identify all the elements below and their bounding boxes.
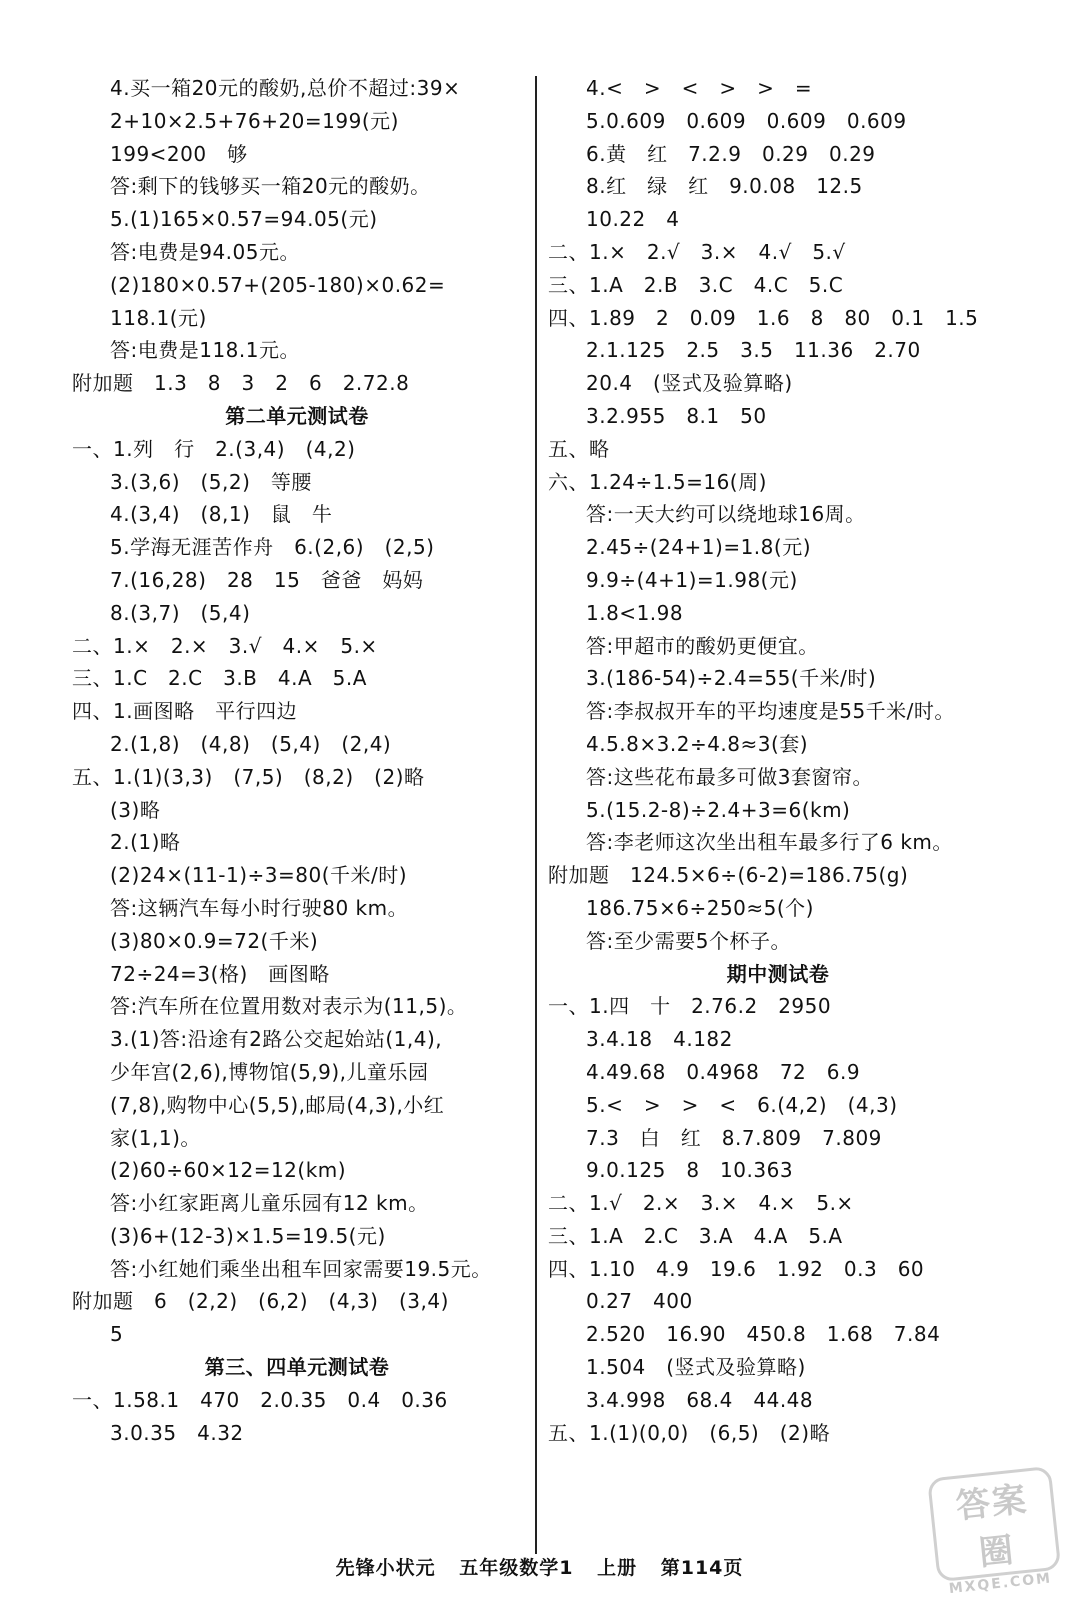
answer-line: 5.(1)165×0.57=94.05(元) [110,207,378,232]
answer-line: 6.黄 红 7.2.9 0.29 0.29 [586,141,876,166]
section-heading: 第二单元测试卷 [225,403,369,428]
answer-line: 3.(1)答:沿途有2路公交起始站(1,4), [110,1027,443,1052]
answer-line: 答:汽车所在位置用数对表示为(11,5)。 [110,994,468,1019]
answer-line: 二、1.× 2.√ 3.× 4.√ 5.√ [548,239,846,264]
answer-line: 5.< > > < 6.(4,2) (4,3) [586,1092,898,1117]
answer-line: 1.8<1.98 [586,600,684,625]
answer-line: 4.49.68 0.4968 72 6.9 [586,1059,861,1084]
answer-line: 附加题 1.3 8 3 2 6 2.72.8 [72,371,410,396]
answer-line: 少年宫(2,6),博物馆(5,9),儿童乐园 [110,1059,429,1084]
answer-line: 答:李老师这次坐出租车最多行了6 km。 [586,830,953,855]
answer-line: (3)6+(12-3)×1.5=19.5(元) [110,1223,386,1248]
answer-line: (3)略 [110,797,161,822]
answer-line: 5.学海无涯苦作舟 6.(2,6) (2,5) [110,535,435,560]
right-column [548,72,1008,1449]
answer-line: 答:甲超市的酸奶更便宜。 [586,633,819,658]
answer-line: 2+10×2.5+76+20=199(元) [110,108,399,133]
answer-line: 118.1(元) [110,305,207,330]
answer-line: 2.(1)略 [110,830,181,855]
answer-line: 3.0.35 4.32 [110,1420,244,1445]
answer-line: 三、1.A 2.C 3.A 4.A 5.A [548,1223,843,1248]
column-divider [535,76,537,1554]
footer-grade: 五年级数学1 [459,1557,574,1579]
answer-line: 3.4.18 4.182 [586,1027,733,1052]
answer-line: (2)60÷60×12=12(km) [110,1158,347,1183]
answer-line: 附加题 6 (2,2) (6,2) (4,3) (3,4) [72,1289,449,1314]
answer-line: 答:至少需要5个杯子。 [586,928,791,953]
answer-line: (3)80×0.9=72(千米) [110,928,319,953]
answer-line: 9.9÷(4+1)=1.98(元) [586,567,798,592]
answer-line: 答:小红她们乘坐出租车回家需要19.5元。 [110,1256,492,1281]
answer-line: 附加题 124.5×6÷(6-2)=186.75(g) [548,863,909,888]
answer-line: 2.1.125 2.5 3.5 11.36 2.70 [586,338,921,363]
answer-line: 9.0.125 8 10.363 [586,1158,794,1183]
answer-line: 0.27 400 [586,1289,693,1314]
answer-line: 8.红 绿 红 9.0.08 12.5 [586,174,863,199]
answer-line: 5.0.609 0.609 0.609 0.609 [586,108,907,133]
watermark-text: 答案圈 [927,1466,1061,1582]
left-column [72,72,522,1449]
answer-line: 4.买一箱20元的酸奶,总价不超过:39× [110,76,461,100]
answer-line: 3.(3,6) (5,2) 等腰 [110,469,312,494]
answer-line: (2)180×0.57+(205-180)×0.62= [110,272,446,297]
answer-line: (7,8),购物中心(5,5),邮局(4,3),小红 [110,1092,445,1117]
answer-line: 五、略 [548,436,610,461]
answer-line: 4.(3,4) (8,1) 鼠 牛 [110,502,333,527]
answer-line: 4.< > < > > = [586,76,813,100]
answer-line: 2.45÷(24+1)=1.8(元) [586,535,811,560]
answer-line: 5.(15.2-8)÷2.4+3=6(km) [586,797,851,822]
answer-line: 答:电费是94.05元。 [110,239,300,264]
answer-line: 72÷24=3(格) 画图略 [110,961,330,986]
answer-line: 答:小红家距离儿童乐园有12 km。 [110,1191,429,1216]
answer-line: 3.4.998 68.4 44.48 [586,1387,814,1412]
watermark-logo [927,1466,1063,1598]
answer-line: 2.520 16.90 450.8 1.68 7.84 [586,1322,941,1347]
answer-line: 二、1.× 2.× 3.√ 4.× 5.× [72,633,378,658]
answer-line: 4.5.8×3.2÷4.8≈3(套) [586,731,809,756]
answer-line: 答:这些花布最多可做3套窗帘。 [586,764,873,789]
section-heading: 第三、四单元测试卷 [204,1355,390,1380]
answer-line: 三、1.A 2.B 3.C 4.C 5.C [548,272,844,297]
answer-line: 7.(16,28) 28 15 爸爸 妈妈 [110,567,424,592]
answer-line: 20.4 (竖式及验算略) [586,371,793,396]
answer-line: 四、1.画图略 平行四边 [72,699,298,724]
footer-page-number: 第114页 [660,1557,744,1579]
footer-brand: 先锋小状元 [335,1557,436,1579]
watermark-url: MXQE.COM [948,1570,1053,1598]
answer-line: 一、1.列 行 2.(3,4) (4,2) [72,436,356,461]
answer-line: 1.504 (竖式及验算略) [586,1355,806,1380]
answer-line: 答:李叔叔开车的平均速度是55千米/时。 [586,699,955,724]
answer-line: 二、1.√ 2.× 3.× 4.× 5.× [548,1191,854,1216]
answer-line: 3.2.955 8.1 50 [586,403,767,428]
answer-line: 一、1.四 十 2.76.2 2950 [548,994,832,1019]
answer-line: 186.75×6÷250≈5(个) [586,895,814,920]
answer-line: 2.(1,8) (4,8) (5,4) (2,4) [110,731,392,756]
answer-line: 三、1.C 2.C 3.B 4.A 5.A [72,666,367,691]
answer-line: 四、1.10 4.9 19.6 1.92 0.3 60 [548,1256,925,1281]
answer-line: 答:剩下的钱够买一箱20元的酸奶。 [110,174,431,199]
answer-line: 答:电费是118.1元。 [110,338,300,363]
answer-line: 六、1.24÷1.5=16(周) [548,469,767,494]
answer-line: 家(1,1)。 [110,1125,201,1150]
answer-line: 答:一天大约可以绕地球16周。 [586,502,866,527]
answer-line: 8.(3,7) (5,4) [110,600,251,625]
answer-line: 五、1.(1)(3,3) (7,5) (8,2) (2)略 [72,764,425,789]
answer-line: 四、1.89 2 0.09 1.6 8 80 0.1 1.5 [548,305,979,330]
page-footer [0,1553,1079,1580]
answer-line: 5 [110,1322,124,1347]
answer-line: 答:这辆汽车每小时行驶80 km。 [110,895,409,920]
footer-volume: 上册 [597,1557,638,1579]
answer-line: 3.(186-54)÷2.4=55(千米/时) [586,666,877,691]
answer-line: 一、1.58.1 470 2.0.35 0.4 0.36 [72,1387,448,1412]
answer-line: 五、1.(1)(0,0) (6,5) (2)略 [548,1420,831,1445]
answer-line: 7.3 白 红 8.7.809 7.809 [586,1125,882,1150]
answer-line: 199<200 够 [110,141,248,166]
answer-line: 10.22 4 [586,207,680,232]
section-heading: 期中测试卷 [726,961,830,986]
answer-line: (2)24×(11-1)÷3=80(千米/时) [110,863,408,888]
